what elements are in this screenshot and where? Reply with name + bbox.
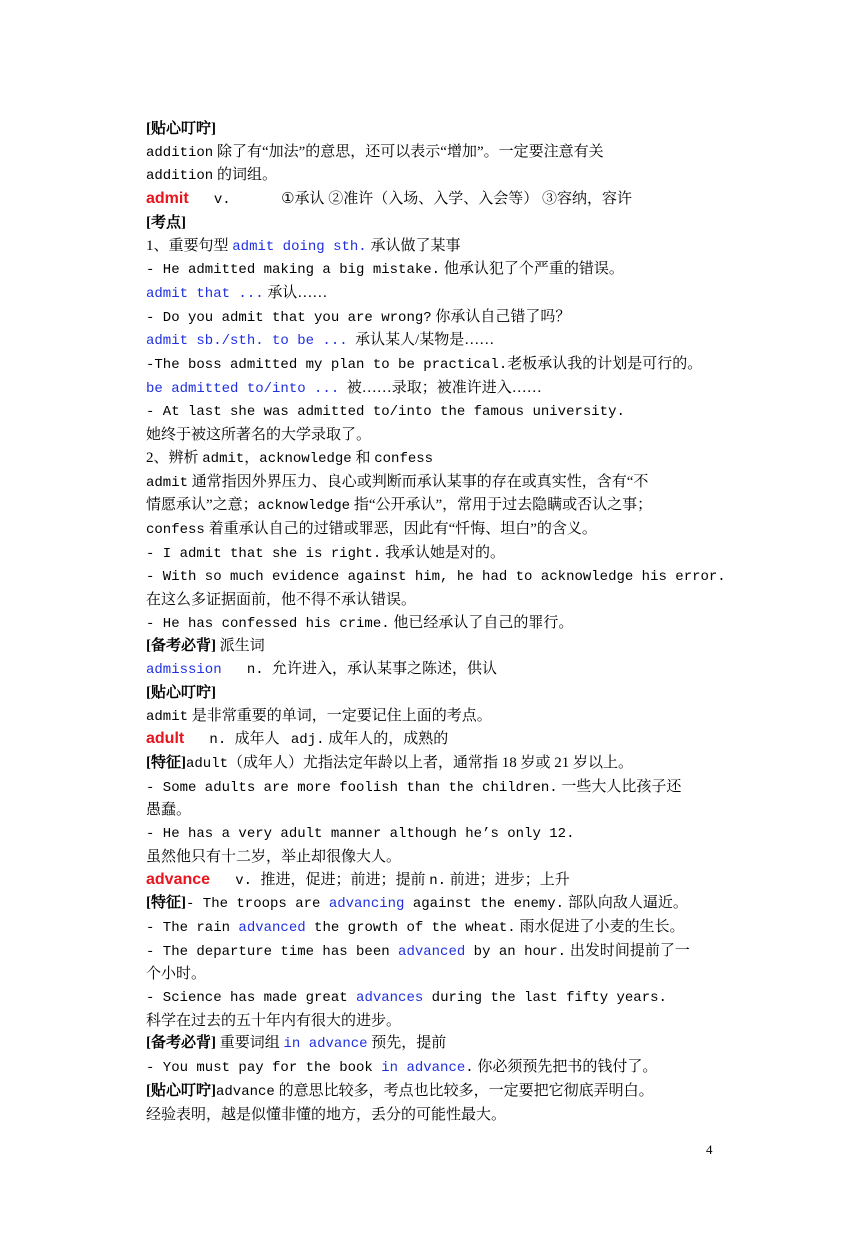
text-line xyxy=(146,705,726,729)
text-run: 成年人 xyxy=(234,731,291,748)
text-run: 推进，促进；前进；提前 xyxy=(260,871,430,888)
text-run: 你必须预先把书的钱付了。 xyxy=(473,1059,658,1076)
text-line xyxy=(146,400,726,424)
text-run: the growth of the wheat. xyxy=(305,919,516,936)
text-run: admit that ... xyxy=(146,285,264,302)
text-run: n. xyxy=(221,662,273,679)
text-run: （成年人）尤指法定年龄以上者，通常指 18 岁或 21 岁以上。 xyxy=(228,754,634,771)
text-run: advanced xyxy=(398,943,466,960)
text-run: 承认…… xyxy=(263,284,328,301)
text-run: v. xyxy=(188,192,282,209)
text-line xyxy=(146,353,726,377)
text-line xyxy=(146,846,726,869)
text-run: 1、重要句型 xyxy=(146,237,233,254)
page-number: 4 xyxy=(706,1142,713,1157)
text-line xyxy=(146,565,726,589)
text-line xyxy=(146,282,726,306)
text-run: admit doing sth. xyxy=(232,238,367,255)
text-run: admit xyxy=(202,450,245,467)
text-run: 她终于被这所著名的大学录取了。 xyxy=(146,427,372,444)
text-line xyxy=(146,1056,726,1080)
text-run: 着重承认自己的过错或罪恶，因此有“忏悔、坦白”的含义。 xyxy=(204,520,597,537)
text-run: 预先，提前 xyxy=(367,1035,447,1052)
text-line xyxy=(146,494,726,518)
text-run: 2、辨析 xyxy=(146,449,203,466)
text-run: 派生词 xyxy=(216,638,265,655)
text-run: 是非常重要的单词，一定要记住上面的考点。 xyxy=(188,707,492,724)
text-line xyxy=(146,306,726,330)
text-run: - Some adults are more foolish than the children. xyxy=(146,779,558,796)
text-run: confess xyxy=(146,521,205,538)
text-run: 除了有“加法”的意思，还可以表示“增加”。一定要注意有关 xyxy=(213,143,604,160)
text-line xyxy=(146,916,726,940)
text-run: addition xyxy=(146,168,214,185)
text-run: - The rain xyxy=(146,919,239,936)
text-line xyxy=(146,963,726,986)
text-run: 重要词组 xyxy=(216,1035,284,1052)
text-line xyxy=(146,164,726,188)
text-line xyxy=(146,658,726,682)
text-run: admit xyxy=(146,190,189,208)
text-run: 出发时间提前了一 xyxy=(566,942,690,959)
text-line xyxy=(146,940,726,964)
text-run: advance xyxy=(216,1083,275,1100)
text-line xyxy=(146,1104,726,1127)
text-run: - The departure time has been xyxy=(146,943,399,960)
text-run: in advance xyxy=(381,1060,466,1077)
text-line xyxy=(146,518,726,542)
text-run: adult xyxy=(146,730,185,748)
text-run: [贴心叮咛] xyxy=(146,684,216,701)
text-run: 我承认她是对的。 xyxy=(381,544,506,561)
text-run: be admitted to/into ... xyxy=(146,380,340,397)
text-run: 虽然他只有十二岁，举止却很像大人。 xyxy=(146,848,402,865)
text-run: by an hour. xyxy=(465,943,567,960)
text-run: 承认做了某事 xyxy=(366,237,461,254)
text-run: 你承认自己错了吗？ xyxy=(431,308,571,325)
text-run: n. xyxy=(184,732,235,749)
text-line xyxy=(146,776,726,800)
text-run: - Do you admit that you are wrong? xyxy=(146,309,432,326)
text-run: 前进；进步；上升 xyxy=(446,871,570,888)
text-run: 的意思比较多，考点也比较多，一定要把它彻底弄明白。 xyxy=(274,1082,654,1099)
text-run: 在这么多证据面前，他不得不承认错误。 xyxy=(146,592,417,609)
text-run: ， xyxy=(244,449,260,466)
text-run: in advance xyxy=(283,1036,368,1053)
text-line xyxy=(146,118,726,141)
text-line xyxy=(146,1010,726,1033)
text-run: [贴心叮咛] xyxy=(146,121,216,137)
text-line xyxy=(146,799,726,822)
text-line xyxy=(146,986,726,1010)
text-run: - He has confessed his crime. xyxy=(146,615,390,632)
text-line xyxy=(146,869,726,893)
text-line xyxy=(146,141,726,165)
text-run: confess xyxy=(374,450,434,467)
text-run: 雨水促进了小麦的生长。 xyxy=(515,918,685,935)
text-line xyxy=(146,682,726,705)
text-line xyxy=(146,377,726,401)
text-run: n. xyxy=(429,872,447,889)
text-line xyxy=(146,612,726,636)
text-line xyxy=(146,258,726,282)
text-run: 承认某人/某物是…… xyxy=(347,332,495,349)
text-line xyxy=(146,424,726,447)
text-run: 允许进入，承认某事之陈述，供认 xyxy=(272,661,498,678)
text-run: 指“公开承认”，常用于过去隐瞒或否认之事； xyxy=(350,497,653,514)
text-run: 成年人的，成熟的 xyxy=(324,731,449,748)
text-run: 的词组。 xyxy=(213,167,277,184)
text-run: 情愿承认”之意； xyxy=(146,497,258,514)
text-line xyxy=(146,892,726,916)
text-run: - He admitted making a big mistake. xyxy=(146,262,441,279)
text-run: [备考必背] xyxy=(146,1035,216,1052)
text-run: 个小时。 xyxy=(146,966,207,983)
text-run: admit xyxy=(146,474,189,491)
text-run: acknowledge xyxy=(257,498,351,515)
text-run: - At last she was admitted to/into the famous university. xyxy=(146,404,625,421)
text-line xyxy=(146,471,726,495)
text-run: [特征] xyxy=(146,895,186,912)
text-run: 部队向敌人逼近。 xyxy=(564,895,688,912)
text-line xyxy=(146,212,726,235)
text-run: 他承认犯了个严重的错误。 xyxy=(440,261,624,278)
text-run: advances xyxy=(356,990,424,1007)
text-line xyxy=(146,1080,726,1104)
text-run: ①承认 ②准许（入场、入学、入会等） ③容纳，容许 xyxy=(281,191,633,208)
text-run: 通常指因外界压力、良心或判断而承认某事的存在或真实性，含有“不 xyxy=(188,473,649,490)
text-line xyxy=(146,447,726,471)
text-run: [特征] xyxy=(146,754,186,771)
text-run: admission xyxy=(146,662,222,679)
text-line xyxy=(146,635,726,658)
text-run: 他已经承认了自己的罪行。 xyxy=(389,614,574,631)
text-line xyxy=(146,822,726,846)
text-run: 老板承认我的计划是可行的。 xyxy=(507,356,703,373)
text-line xyxy=(146,1032,726,1056)
text-run: - Science has made great xyxy=(146,990,357,1007)
document-body xyxy=(146,118,726,1126)
text-line xyxy=(146,728,726,752)
text-line xyxy=(146,235,726,259)
text-run: [考点] xyxy=(146,214,186,231)
text-run: 和 xyxy=(351,449,375,466)
text-run: against the enemy. xyxy=(404,896,565,913)
text-run: - The troops are xyxy=(186,896,329,913)
text-run: v. xyxy=(210,872,261,889)
text-line xyxy=(146,752,726,776)
text-line xyxy=(146,188,726,212)
text-run: [备考必背] xyxy=(146,638,216,655)
text-run: advancing xyxy=(328,896,405,913)
text-line xyxy=(146,329,726,353)
text-run: - You must pay for the book xyxy=(146,1060,382,1077)
text-run: advance xyxy=(146,870,211,888)
text-run: . xyxy=(465,1060,474,1077)
text-run: adult xyxy=(186,755,229,772)
text-run: acknowledge xyxy=(259,450,352,467)
text-run: advanced xyxy=(238,919,306,936)
text-run: admit xyxy=(146,708,189,725)
text-run: addition xyxy=(146,144,214,161)
text-line xyxy=(146,542,726,566)
text-run: during the last fifty years. xyxy=(423,990,667,1007)
text-run: [贴心叮咛] xyxy=(146,1082,216,1099)
text-run: 愚蠢。 xyxy=(146,802,192,819)
text-run: 经验表明，越是似懂非懂的地方，丢分的可能性最大。 xyxy=(146,1106,507,1123)
text-run: 一些大人比孩子还 xyxy=(557,778,682,795)
text-run: - With so much evidence against him, he had to acknowledge his error. xyxy=(146,569,726,586)
text-line xyxy=(146,589,726,612)
text-run: - He has a very adult manner although he’s only 12. xyxy=(146,826,575,843)
text-run: adj. xyxy=(290,732,325,749)
text-run: - I admit that she is right. xyxy=(146,545,382,562)
text-run: 被……录取；被准许进入…… xyxy=(339,379,542,396)
text-run: 科学在过去的五十年内有很大的进步。 xyxy=(146,1012,402,1029)
text-run: admit sb./sth. to be ... xyxy=(146,333,348,350)
text-run: -The boss admitted my plan to be practical. xyxy=(146,357,508,374)
